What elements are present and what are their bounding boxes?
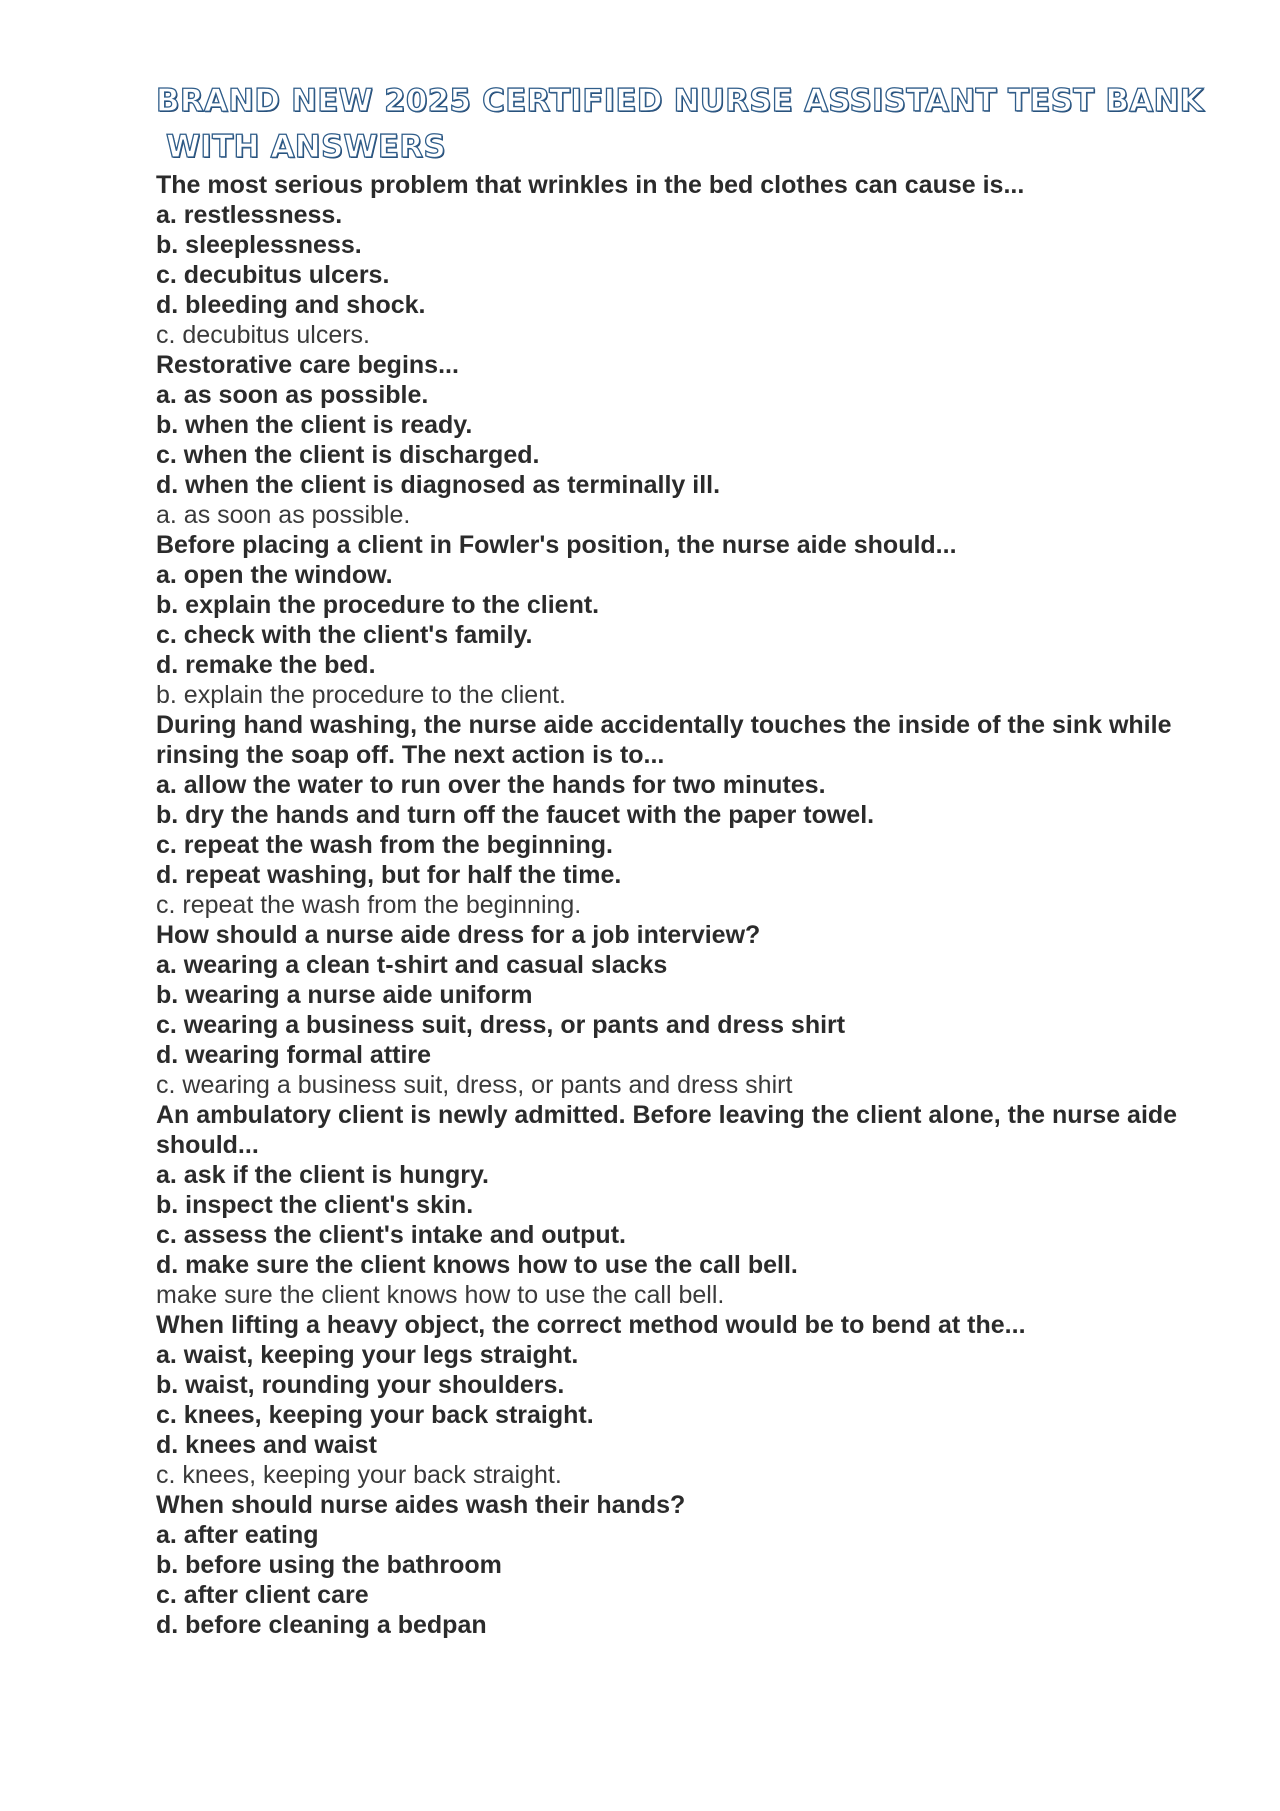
answer-option: c. knees, keeping your back straight. xyxy=(156,1401,594,1429)
answer-option: b. explain the procedure to the client. xyxy=(156,591,600,619)
answer-option: b. waist, rounding your shoulders. xyxy=(156,1371,565,1399)
answer-option: c. decubitus ulcers. xyxy=(156,261,390,289)
answer-option: d. repeat washing, but for half the time. xyxy=(156,861,622,889)
question-text: The most serious problem that wrinkles in the bed clothes can cause is... xyxy=(156,171,1025,199)
answer-option: d. knees and waist xyxy=(156,1431,377,1459)
correct-answer: a. as soon as possible. xyxy=(156,501,411,529)
answer-option: b. when the client is ready. xyxy=(156,411,473,439)
title-line-1: BRAND NEW 2025 CERTIFIED NURSE ASSISTANT TEST BANK xyxy=(156,83,1204,119)
answer-option: c. wearing a business suit, dress, or pants and dress shirt xyxy=(156,1011,846,1039)
question-text: How should a nurse aide dress for a job interview? xyxy=(156,921,761,949)
answer-option: d. wearing formal attire xyxy=(156,1041,432,1069)
answer-option: a. allow the water to run over the hands for two minutes. xyxy=(156,771,826,799)
question-text: Restorative care begins... xyxy=(156,351,459,379)
title-line-2: WITH ANSWERS xyxy=(166,129,446,165)
question-text: When should nurse aides wash their hands? xyxy=(156,1491,686,1519)
correct-answer: b. explain the procedure to the client. xyxy=(156,681,566,709)
answer-option: a. restlessness. xyxy=(156,201,343,229)
answer-option: d. make sure the client knows how to use the call bell. xyxy=(156,1251,798,1279)
answer-option: c. check with the client's family. xyxy=(156,621,533,649)
answer-option: a. wearing a clean t-shirt and casual slacks xyxy=(156,951,668,979)
question-block xyxy=(156,350,1216,530)
answer-option: b. inspect the client's skin. xyxy=(156,1191,474,1219)
document-page xyxy=(156,78,1216,1640)
question-block xyxy=(156,920,1216,1100)
answer-option: c. when the client is discharged. xyxy=(156,441,540,469)
correct-answer: c. decubitus ulcers. xyxy=(156,321,370,349)
answer-option: c. after client care xyxy=(156,1581,369,1609)
correct-answer: make sure the client knows how to use the call bell. xyxy=(156,1281,725,1309)
correct-answer: c. wearing a business suit, dress, or pants and dress shirt xyxy=(156,1071,793,1099)
question-text: When lifting a heavy object, the correct method would be to bend at the... xyxy=(156,1311,1026,1339)
answer-option: d. when the client is diagnosed as terminally ill. xyxy=(156,471,721,499)
answer-option: d. bleeding and shock. xyxy=(156,291,426,319)
answer-option: b. sleeplessness. xyxy=(156,231,362,259)
correct-answer: c. repeat the wash from the beginning. xyxy=(156,891,582,919)
answer-option: a. as soon as possible. xyxy=(156,381,429,409)
document-title xyxy=(156,78,1216,170)
question-text: An ambulatory client is newly admitted. Before leaving the client alone, the nurse aide should... xyxy=(156,1101,1178,1159)
question-block xyxy=(156,710,1216,920)
question-list xyxy=(156,170,1216,1640)
question-text: During hand washing, the nurse aide accidentally touches the inside of the sink while rinsing the soap off. The next action is to... xyxy=(156,711,1172,769)
answer-option: a. after eating xyxy=(156,1521,319,1549)
question-text: Before placing a client in Fowler's position, the nurse aide should... xyxy=(156,531,957,559)
answer-option: d. remake the bed. xyxy=(156,651,376,679)
answer-option: a. open the window. xyxy=(156,561,393,589)
question-block xyxy=(156,1490,1216,1640)
question-block xyxy=(156,530,1216,710)
question-block xyxy=(156,1310,1216,1490)
answer-option: c. assess the client's intake and output. xyxy=(156,1221,626,1249)
answer-option: d. before cleaning a bedpan xyxy=(156,1611,487,1639)
answer-option: a. waist, keeping your legs straight. xyxy=(156,1341,579,1369)
answer-option: b. wearing a nurse aide uniform xyxy=(156,981,533,1009)
question-block xyxy=(156,1100,1216,1310)
answer-option: b. dry the hands and turn off the faucet with the paper towel. xyxy=(156,801,875,829)
answer-option: b. before using the bathroom xyxy=(156,1551,502,1579)
correct-answer: c. knees, keeping your back straight. xyxy=(156,1461,562,1489)
question-block xyxy=(156,170,1216,350)
answer-option: c. repeat the wash from the beginning. xyxy=(156,831,614,859)
answer-option: a. ask if the client is hungry. xyxy=(156,1161,489,1189)
